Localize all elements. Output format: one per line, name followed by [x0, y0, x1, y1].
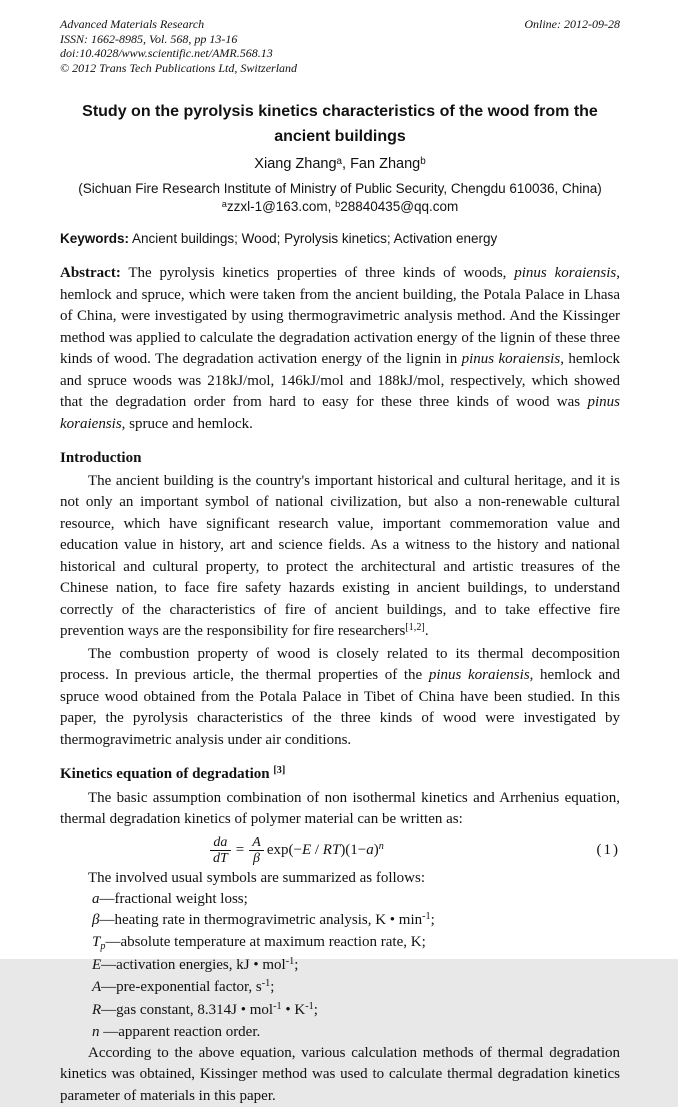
- abstract-text: The pyrolysis kinetics properties of three kinds of woods, pinus koraiensis, hemlock and spruce, which were taken from the ancient building, the Potala Palace in Lhasa of China, were investigated by using thermogravimetric analysis method. And the Kissinger method was applied to calculate the degradation activation energy of the lignin of these three kinds of wood. The degradation activation energy of the lignin in pinus koraiensis, hemlock and spruce woods was 218kJ/mol, 146kJ/mol and 188kJ/mol, respectively, which showed that the degradation order from hard to easy for these three kinds of wood was pinus koraiensis, spruce and hemlock.: [60, 265, 620, 432]
- equation-number: (1): [597, 842, 621, 859]
- section-heading-kinetics: Kinetics equation of degradation [3]: [60, 764, 620, 787]
- fraction-numerator: da: [210, 835, 231, 851]
- journal-header: [60, 17, 620, 75]
- emails-line: $^a$zzxl-1@163.com, $^b$28840435@qq.com: [60, 198, 620, 217]
- equation-1-row: [60, 835, 620, 866]
- symbols-list: [92, 889, 620, 1043]
- symbol-item-r: R—gas constant, 8.314J • mol$^{-1}$ • $K^{-1}$;: [92, 1000, 620, 1023]
- equation-fraction-left: [210, 835, 231, 866]
- paper-title: Study on the pyrolysis kinetics characteristics of the wood from the ancient buildings: [60, 99, 620, 149]
- fraction-numerator: A: [249, 835, 264, 851]
- symbol-item-n: n —apparent reaction order.: [92, 1022, 620, 1043]
- keywords-text: Ancient buildings; Wood; Pyrolysis kinetics; Activation energy: [129, 231, 497, 246]
- closing-paragraph: According to the above equation, various calculation methods of thermal degradation kinetics was obtained, Kissinger method was used to calculate thermal degradation kinetics parameter of materials in this paper.: [60, 1043, 620, 1107]
- online-date: Online: 2012-09-28: [524, 17, 620, 32]
- symbol-item-tp: Tp—absolute temperature at maximum reaction rate, K;: [92, 932, 620, 955]
- equation-expression: $\exp(-E / RT)(1-a)^n$: [267, 842, 384, 859]
- fraction-denominator: dT: [210, 851, 231, 866]
- equation-1: [210, 835, 384, 866]
- kinetics-paragraph: The basic assumption combination of non isothermal kinetics and Arrhenius equation, thermal degradation kinetics of polymer material can be written as:: [60, 788, 620, 831]
- abstract-label: Abstract:: [60, 265, 121, 281]
- copyright-line: © 2012 Trans Tech Publications Ltd, Switzerland: [60, 61, 297, 76]
- issn-volume-line: ISSN: 1662-8985, Vol. 568, pp 13-16: [60, 32, 297, 47]
- abstract-paragraph: [60, 263, 620, 435]
- equation-fraction-right: [249, 835, 264, 866]
- keywords-label: Keywords:: [60, 231, 129, 246]
- symbol-item-beta: β—heating rate in thermogravimetric analysis, K • $\min^{-1}$;: [92, 910, 620, 933]
- keywords-line: [60, 230, 620, 248]
- section-heading-introduction: Introduction: [60, 448, 620, 470]
- affiliation-line: (Sichuan Fire Research Institute of Ministry of Public Security, Chengdu 610036, China): [60, 180, 620, 198]
- journal-name: Advanced Materials Research: [60, 17, 297, 32]
- doi-line: doi:10.4028/www.scientific.net/AMR.568.13: [60, 46, 297, 61]
- symbol-item-A: A—pre-exponential factor, $s^{-1}$;: [92, 977, 620, 1000]
- symbol-item-a: a—fractional weight loss;: [92, 889, 620, 910]
- symbol-item-e: E—activation energies, kJ • mol$^{-1}$;: [92, 955, 620, 978]
- symbols-intro: The involved usual symbols are summarized as follows:: [60, 868, 620, 890]
- journal-header-left: [60, 17, 297, 75]
- introduction-paragraph-2: The combustion property of wood is closely related to its thermal decomposition process. In previous article, the thermal properties of the pinus koraiensis, hemlock and spruce wood obtained from the Potala Palace in Tibet of China have been studied. In this paper, the pyrolysis characteristics of the three kinds of wood were investigated by thermogravimetric analysis under air conditions.: [60, 644, 620, 752]
- authors-line: Xiang Zhang$^a$, Fan Zhang$^b$: [60, 154, 620, 176]
- fraction-denominator: β: [249, 851, 264, 866]
- introduction-paragraph-1: The ancient building is the country's important historical and cultural heritage, and it is not only an important symbol of national civilization, but also a non-renewable cultural resource, which have significant research value, important commemoration value and education value in history, art and science fields. As a witness to the history and national historical and cultural property, to protect the architectural and artistic treasures of the Chinese nation, to face fire safety hazards existing in ancient buildings, to understand correctly of the characteristics of fire of ancient buildings, and to take effective fire prevention ways are the responsibility for fire researchers[1,2].: [60, 471, 620, 644]
- equals-sign: =: [236, 842, 244, 859]
